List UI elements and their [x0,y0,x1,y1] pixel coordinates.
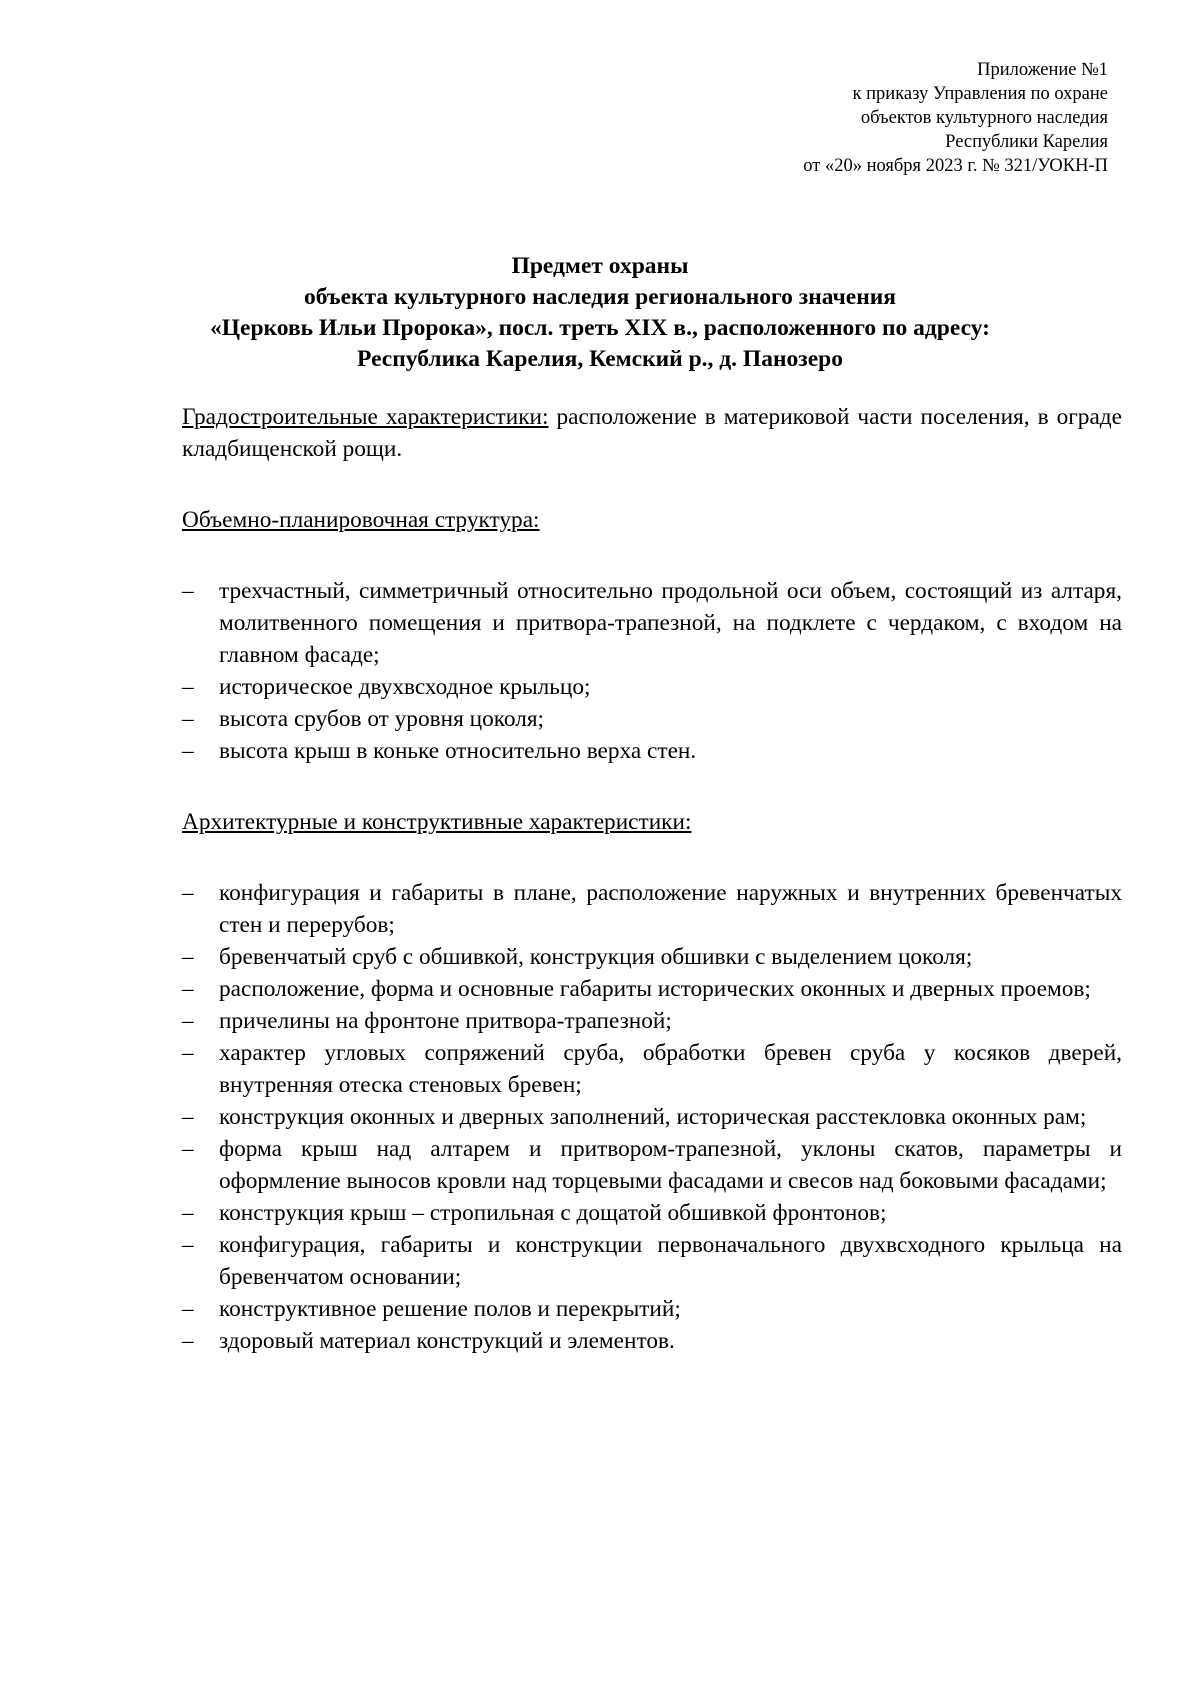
list-item: – конструкция оконных и дверных заполнений, историческая расстекловка оконных рам; [182,1101,1122,1133]
architecture-label: Архитектурные и конструктивные характеристики: [182,809,692,835]
list-item: – высота срубов от уровня цоколя; [182,703,1122,735]
list-item: – бревенчатый сруб с обшивкой, конструкция обшивки с выделением цоколя; [182,941,1122,973]
architecture-heading [182,806,1122,838]
list-item: – конфигурация и габариты в плане, расположение наружных и внутренних бревенчатых стен и перерубов; [182,877,1122,941]
appendix-line: Республики Карелия [945,132,1108,152]
document-title [150,251,1050,375]
list-item: – конструктивное решение полов и перекрытий; [182,1293,1122,1325]
list-item: – трехчастный, симметричный относительно продольной оси объем, состоящий из алтаря, молитвенного помещения и притвора-трапезной, на подклете с чердаком, с входом на главном фасаде; [182,575,1122,671]
volume-structure-list [182,575,1122,767]
list-item: – высота крыш в коньке относительно верха стен. [182,735,1122,767]
urban-planning-label: Градостроительные характеристики: [182,404,549,430]
list-item: – конструкция крыш – стропильная с дощатой обшивкой фронтонов; [182,1197,1122,1229]
list-item: – причелины на фронтоне притвора-трапезной; [182,1005,1122,1037]
document-body [182,401,1122,1357]
urban-planning-paragraph [182,401,1122,465]
title-line: «Церковь Ильи Пророка», посл. треть XIX в., расположенного по адресу: [210,315,990,341]
list-item: – форма крыш над алтарем и притвором-трапезной, уклоны скатов, параметры и оформление выносов кровли над торцевыми фасадами и свесов над боковыми фасадами; [182,1133,1122,1197]
title-line: объекта культурного наследия регионального значения [303,284,897,310]
title-line: Республика Карелия, Кемский р., д. Панозеро [357,346,843,372]
list-item: – расположение, форма и основные габариты исторических оконных и дверных проемов; [182,973,1122,1005]
appendix-header [803,58,1108,178]
appendix-line: от «20» ноября 2023 г. № 321/УОКН-П [803,156,1108,176]
appendix-line: к приказу Управления по охране [852,84,1108,104]
urban-planning-text: расположение в материковой части поселения, в ограде кладбищенской рощи. [182,404,1122,462]
appendix-line: объектов культурного наследия [860,108,1108,128]
appendix-line: Приложение №1 [977,60,1108,80]
list-item: – характер угловых сопряжений сруба, обработки бревен сруба у косяков дверей, внутренняя отеска стеновых бревен; [182,1037,1122,1101]
list-item: – здоровый материал конструкций и элементов. [182,1325,1122,1357]
volume-structure-label: Объемно-планировочная структура: [182,507,540,533]
architecture-list [182,877,1122,1357]
volume-structure-heading [182,504,1122,536]
list-item: – конфигурация, габариты и конструкции первоначального двухвсходного крыльца на бревенчатом основании; [182,1229,1122,1293]
title-line: Предмет охраны [511,253,689,279]
list-item: – историческое двухвсходное крыльцо; [182,671,1122,703]
